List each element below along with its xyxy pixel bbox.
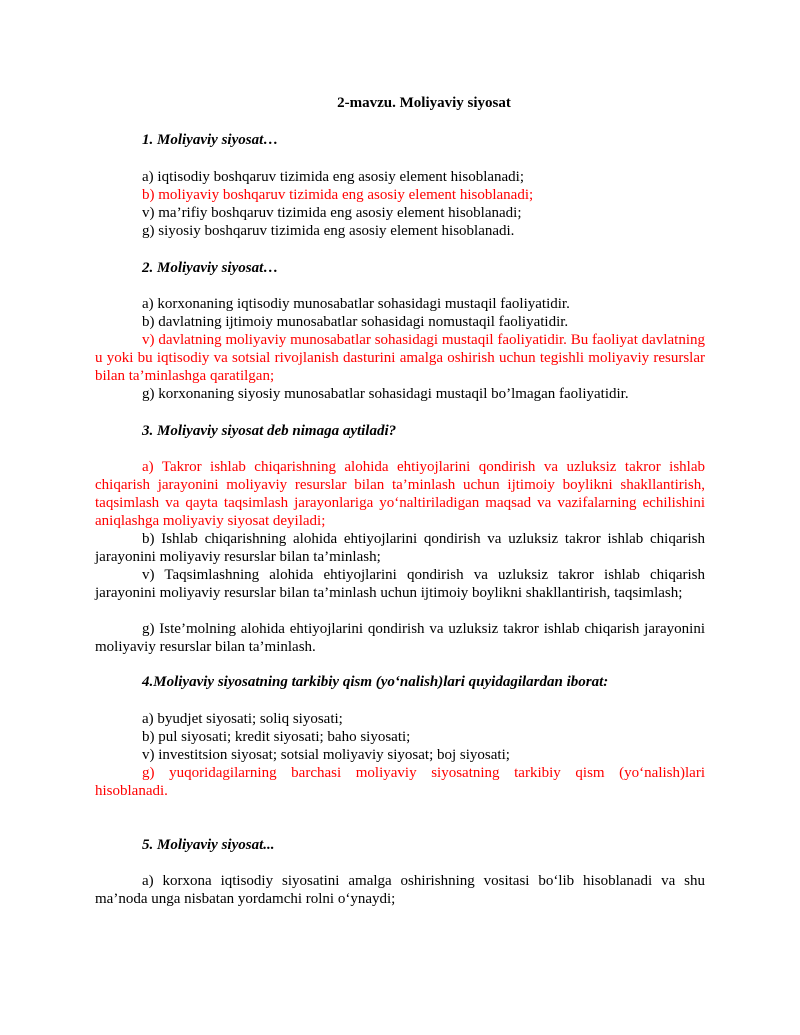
q2-option-g: g) korxonaning siyosiy munosabatlar sohasidagi mustaqil bo’lmagan faoliyatidir.	[142, 386, 629, 402]
q4-option-a: a) byudjet siyosati; soliq siyosati;	[142, 711, 343, 727]
q1-option-v: v) ma’rifiy boshqaruv tizimida eng asosiy element hisoblanadi;	[142, 205, 522, 221]
q1-option-a: a) iqtisodiy boshqaruv tizimida eng asosiy element hisoblanadi;	[142, 169, 525, 185]
q4-option-v: v) investitsion siyosat; sotsial moliyaviy siyosat; boj siyosati;	[142, 747, 510, 763]
q2-option-v-correct: v) davlatning moliyaviy munosabatlar sohasidagi mustaqil faoliyatidir. Bu faoliyat davlatning u yoki bu iqtisodiy va sotsial rivojlanish dasturini amalga oshirish uchun tegishli moliyaviy resurslar bilan ta’minlashga qaratilgan;	[95, 332, 705, 384]
question-3: 3. Moliyaviy siyosat deb nimaga aytiladi?	[142, 423, 397, 439]
question-5: 5. Moliyaviy siyosat...	[142, 837, 275, 853]
q3-option-a-correct: a) Takror ishlab chiqarishning alohida ehtiyojlarini qondirish va uzluksiz takror ishlab chiqarish jarayonini moliyaviy resurslar bilan ta’minlash uchun ijtimoiy boylikni shakllantirish, taqsimlash va qayta taqsimlash jarayonlariga yo‘naltiriladigan maqsad va vazifalarning echilishini aniqlashga moliyaviy siyosat deyiladi;	[95, 459, 705, 529]
q5-option-a: a) korxona iqtisodiy siyosatini amalga oshirishning vositasi bo‘lib hisoblanadi va shu ma’noda unga nisbatan yordamchi rolni o‘ynaydi;	[95, 873, 705, 907]
q3-option-v: v) Taqsimlashning alohida ehtiyojlarini qondirish va uzluksiz takror ishlab chiqarish jarayonini moliyaviy resurslar bilan ta’minlash uchun ijtimoiy boylikni shakllantirish, taqsimlash;	[95, 567, 705, 601]
q1-option-b-correct: b) moliyaviy boshqaruv tizimida eng asosiy element hisoblanadi;	[142, 187, 534, 203]
q1-option-g: g) siyosiy boshqaruv tizimida eng asosiy element hisoblanadi.	[142, 223, 515, 239]
q4-option-g-correct: g) yuqoridagilarning barchasi moliyaviy siyosatning tarkibiy qism (yo‘nalish)lari hisoblanadi.	[95, 765, 705, 799]
document-title: 2-mavzu. Moliyaviy siyosat	[337, 95, 511, 111]
question-2: 2. Moliyaviy siyosat…	[142, 260, 279, 276]
question-1: 1. Moliyaviy siyosat…	[142, 132, 279, 148]
question-4: 4.Moliyaviy siyosatning tarkibiy qism (yo‘nalish)lari quyidagilardan iborat:	[142, 674, 609, 690]
q4-option-b: b) pul siyosati; kredit siyosati; baho siyosati;	[142, 729, 411, 745]
q3-option-g: g) Iste’molning alohida ehtiyojlarini qondirish va uzluksiz takror ishlab chiqarish jarayonini moliyaviy resurslar bilan ta’minlash.	[95, 621, 705, 655]
q3-option-b: b) Ishlab chiqarishning alohida ehtiyojlarini qondirish va uzluksiz takror ishlab chiqarish jarayonini moliyaviy resurslar bilan ta’minlash;	[95, 531, 705, 565]
q2-option-b: b) davlatning ijtimoiy munosabatlar sohasidagi nomustaqil faoliyatidir.	[142, 314, 569, 330]
q2-option-a: a) korxonaning iqtisodiy munosabatlar sohasidagi mustaqil faoliyatidir.	[142, 296, 570, 312]
